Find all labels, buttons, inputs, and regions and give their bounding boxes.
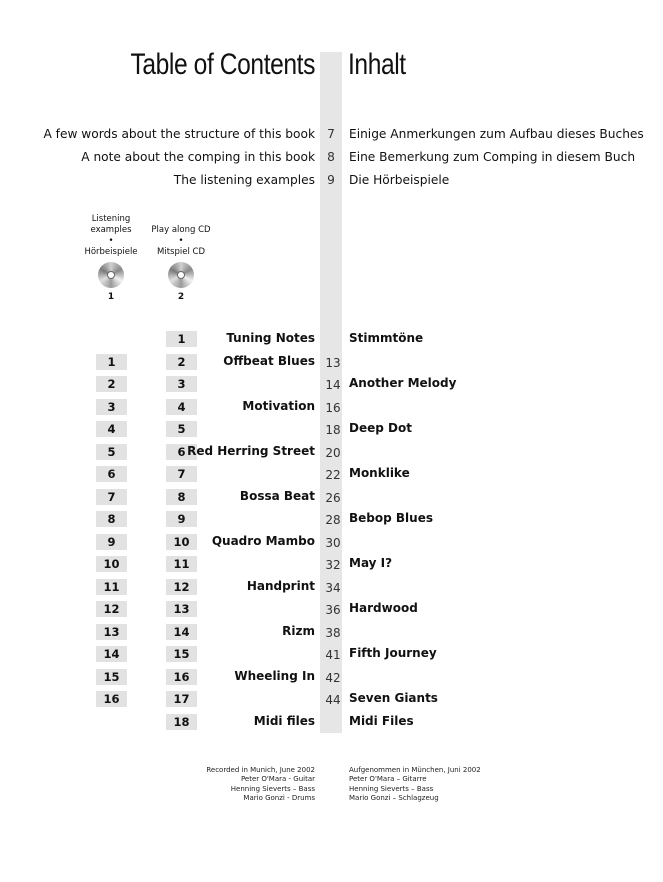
track-title-en: Tuning Notes xyxy=(226,331,315,345)
intro-row[interactable] xyxy=(0,173,663,193)
track-page-number: 42 xyxy=(325,670,341,685)
credit-line: Henning Sieverts – Bass xyxy=(349,784,434,793)
cd-1-track-number: 5 xyxy=(96,444,127,460)
track-row[interactable] xyxy=(0,330,663,353)
track-row[interactable] xyxy=(0,690,663,713)
intro-page-number: 8 xyxy=(327,150,335,164)
track-title-en: Midi files xyxy=(253,713,315,728)
track-page-number: 14 xyxy=(325,378,341,392)
cd-disc-icon xyxy=(168,262,194,288)
track-title-en: Offbeat Blues xyxy=(223,353,315,368)
track-row[interactable] xyxy=(0,398,663,421)
track-row[interactable] xyxy=(0,510,663,533)
cd-1-track-number: 15 xyxy=(96,669,127,685)
credits-english xyxy=(206,766,315,804)
track-page-number: 22 xyxy=(325,468,341,482)
track-row[interactable] xyxy=(0,600,663,623)
cd-2-bullet: • xyxy=(178,236,184,246)
track-page-number: 20 xyxy=(325,445,341,460)
cd-2-track-number: 13 xyxy=(166,601,197,617)
track-row[interactable] xyxy=(0,420,663,443)
cd-2-track-number: 3 xyxy=(166,376,197,392)
cd-1-track-number: 9 xyxy=(96,534,127,550)
credit-line: Henning Sieverts – Bass xyxy=(230,784,315,793)
cd-2-track-number: 11 xyxy=(166,556,197,572)
cd-1-track-number: 6 xyxy=(96,466,127,482)
track-row[interactable] xyxy=(0,555,663,578)
intro-title-de: Einige Anmerkungen zum Aufbau dieses Buches xyxy=(349,127,644,141)
cd-2-track-number: 16 xyxy=(166,669,197,685)
intro-title-en: The listening examples xyxy=(173,173,315,187)
credit-line: Mario Gonzi – Schlagzeug xyxy=(349,794,439,803)
cd-1-track-number: 11 xyxy=(96,579,127,595)
intro-title-de: Die Hörbeispiele xyxy=(349,173,450,187)
track-page-number: 38 xyxy=(325,625,341,640)
cd-2-track-number: 7 xyxy=(166,466,197,482)
cd-2-label-en: Play along CD xyxy=(151,225,211,235)
intro-row[interactable] xyxy=(0,127,663,147)
track-row[interactable] xyxy=(0,623,663,646)
credit-line: Peter O'Mara - Guitar xyxy=(240,775,315,784)
intro-row[interactable] xyxy=(0,150,663,170)
cd-1-header xyxy=(76,214,146,258)
cd-disc-icon xyxy=(98,262,124,288)
track-row[interactable] xyxy=(0,375,663,398)
track-title-de: Seven Giants xyxy=(349,691,438,705)
track-title-en: Bossa Beat xyxy=(239,488,315,503)
credit-line: Peter O'Mara – Gitarre xyxy=(349,775,427,784)
cd-2-track-number: 12 xyxy=(166,579,197,595)
cd-1-label-en-2: examples xyxy=(90,225,132,235)
track-row[interactable] xyxy=(0,645,663,668)
track-title-de: Midi Files xyxy=(349,713,414,728)
cd-2-track-number: 2 xyxy=(166,354,197,370)
intro-page-number: 7 xyxy=(327,127,335,141)
cd-1-label-de: Hörbeispiele xyxy=(84,247,138,257)
track-row[interactable] xyxy=(0,465,663,488)
track-row[interactable] xyxy=(0,578,663,601)
cd-1-track-number: 1 xyxy=(96,354,127,370)
credit-line: Mario Gonzi - Drums xyxy=(243,794,315,803)
track-page-number: 30 xyxy=(325,535,341,550)
intro-title-de: Eine Bemerkung zum Comping in diesem Buch xyxy=(349,150,636,164)
track-title-de: Hardwood xyxy=(349,601,418,615)
cd-1-bullet: • xyxy=(108,236,114,246)
track-title-de: Fifth Journey xyxy=(349,646,437,660)
track-page-number: 26 xyxy=(325,490,341,505)
track-page-number: 34 xyxy=(325,580,341,595)
cd-1-track-number: 10 xyxy=(96,556,127,572)
cd-2-track-number: 1 xyxy=(166,331,197,347)
cd-1-track-number: 2 xyxy=(96,376,127,392)
cd-1-track-number: 12 xyxy=(96,601,127,617)
credit-line: Aufgenommen in München, Juni 2002 xyxy=(349,766,481,774)
track-title-de: Stimmtöne xyxy=(349,331,424,345)
cd-1-track-number: 3 xyxy=(96,399,127,415)
track-title-de: May I? xyxy=(349,556,393,570)
cd-1-number: 1 xyxy=(107,292,115,302)
track-title-en: Red Herring Street xyxy=(187,443,315,458)
cd-1-track-number: 7 xyxy=(96,489,127,505)
cd-2-track-number: 18 xyxy=(166,714,197,730)
cd-1-track-number: 8 xyxy=(96,511,127,527)
track-page-number: 32 xyxy=(325,558,341,572)
cd-2-track-number: 14 xyxy=(166,624,197,640)
track-page-number: 44 xyxy=(325,693,341,707)
cd-2-track-number: 8 xyxy=(166,489,197,505)
intro-page-number: 9 xyxy=(327,173,335,187)
cd-2-track-number: 5 xyxy=(166,421,197,437)
cd-2-header xyxy=(146,225,216,258)
track-row[interactable] xyxy=(0,533,663,556)
cd-1-track-number: 16 xyxy=(96,691,127,707)
intro-title-en: A note about the comping in this book xyxy=(81,150,315,164)
track-title-en: Handprint xyxy=(246,578,315,593)
track-title-de: Deep Dot xyxy=(349,421,412,435)
track-row[interactable] xyxy=(0,488,663,511)
cd-2-track-number: 9 xyxy=(166,511,197,527)
track-page-number: 41 xyxy=(325,648,341,662)
track-page-number: 13 xyxy=(325,355,341,370)
cd-2-track-number: 4 xyxy=(166,399,197,415)
track-page-number: 36 xyxy=(325,603,341,617)
track-row[interactable] xyxy=(0,443,663,466)
cd-1-track-number: 4 xyxy=(96,421,127,437)
cd-2-label-de: Mitspiel CD xyxy=(157,247,205,257)
track-title-en: Motivation xyxy=(242,398,315,413)
track-title-en: Wheeling In xyxy=(234,668,315,683)
cd-2-number: 2 xyxy=(177,292,185,302)
cd-2-track-number: 17 xyxy=(166,691,197,707)
track-row[interactable] xyxy=(0,668,663,691)
track-row[interactable] xyxy=(0,353,663,376)
cd-2-track-number: 15 xyxy=(166,646,197,662)
cd-2-track-number: 6 xyxy=(166,444,197,460)
track-page-number: 28 xyxy=(325,513,341,527)
track-title-de: Bebop Blues xyxy=(349,511,433,525)
title-english: Table of Contents xyxy=(130,48,315,81)
cd-1-track-number: 13 xyxy=(96,624,127,640)
credit-line: Recorded in Munich, June 2002 xyxy=(206,766,315,774)
track-title-de: Monklike xyxy=(349,466,410,480)
track-title-de: Another Melody xyxy=(349,376,457,390)
intro-title-en: A few words about the structure of this book xyxy=(43,127,315,141)
track-title-en: Rizm xyxy=(282,623,315,638)
track-page-number: 18 xyxy=(325,423,341,437)
cd-1-track-number: 14 xyxy=(96,646,127,662)
track-page-number: 16 xyxy=(325,400,341,415)
credits-german xyxy=(349,766,481,804)
title-german: Inhalt xyxy=(348,48,406,81)
cd-2-track-number: 10 xyxy=(166,534,197,550)
track-title-en: Quadro Mambo xyxy=(211,533,315,548)
cd-1-label-en-1: Listening xyxy=(91,214,131,224)
track-row[interactable] xyxy=(0,713,663,736)
